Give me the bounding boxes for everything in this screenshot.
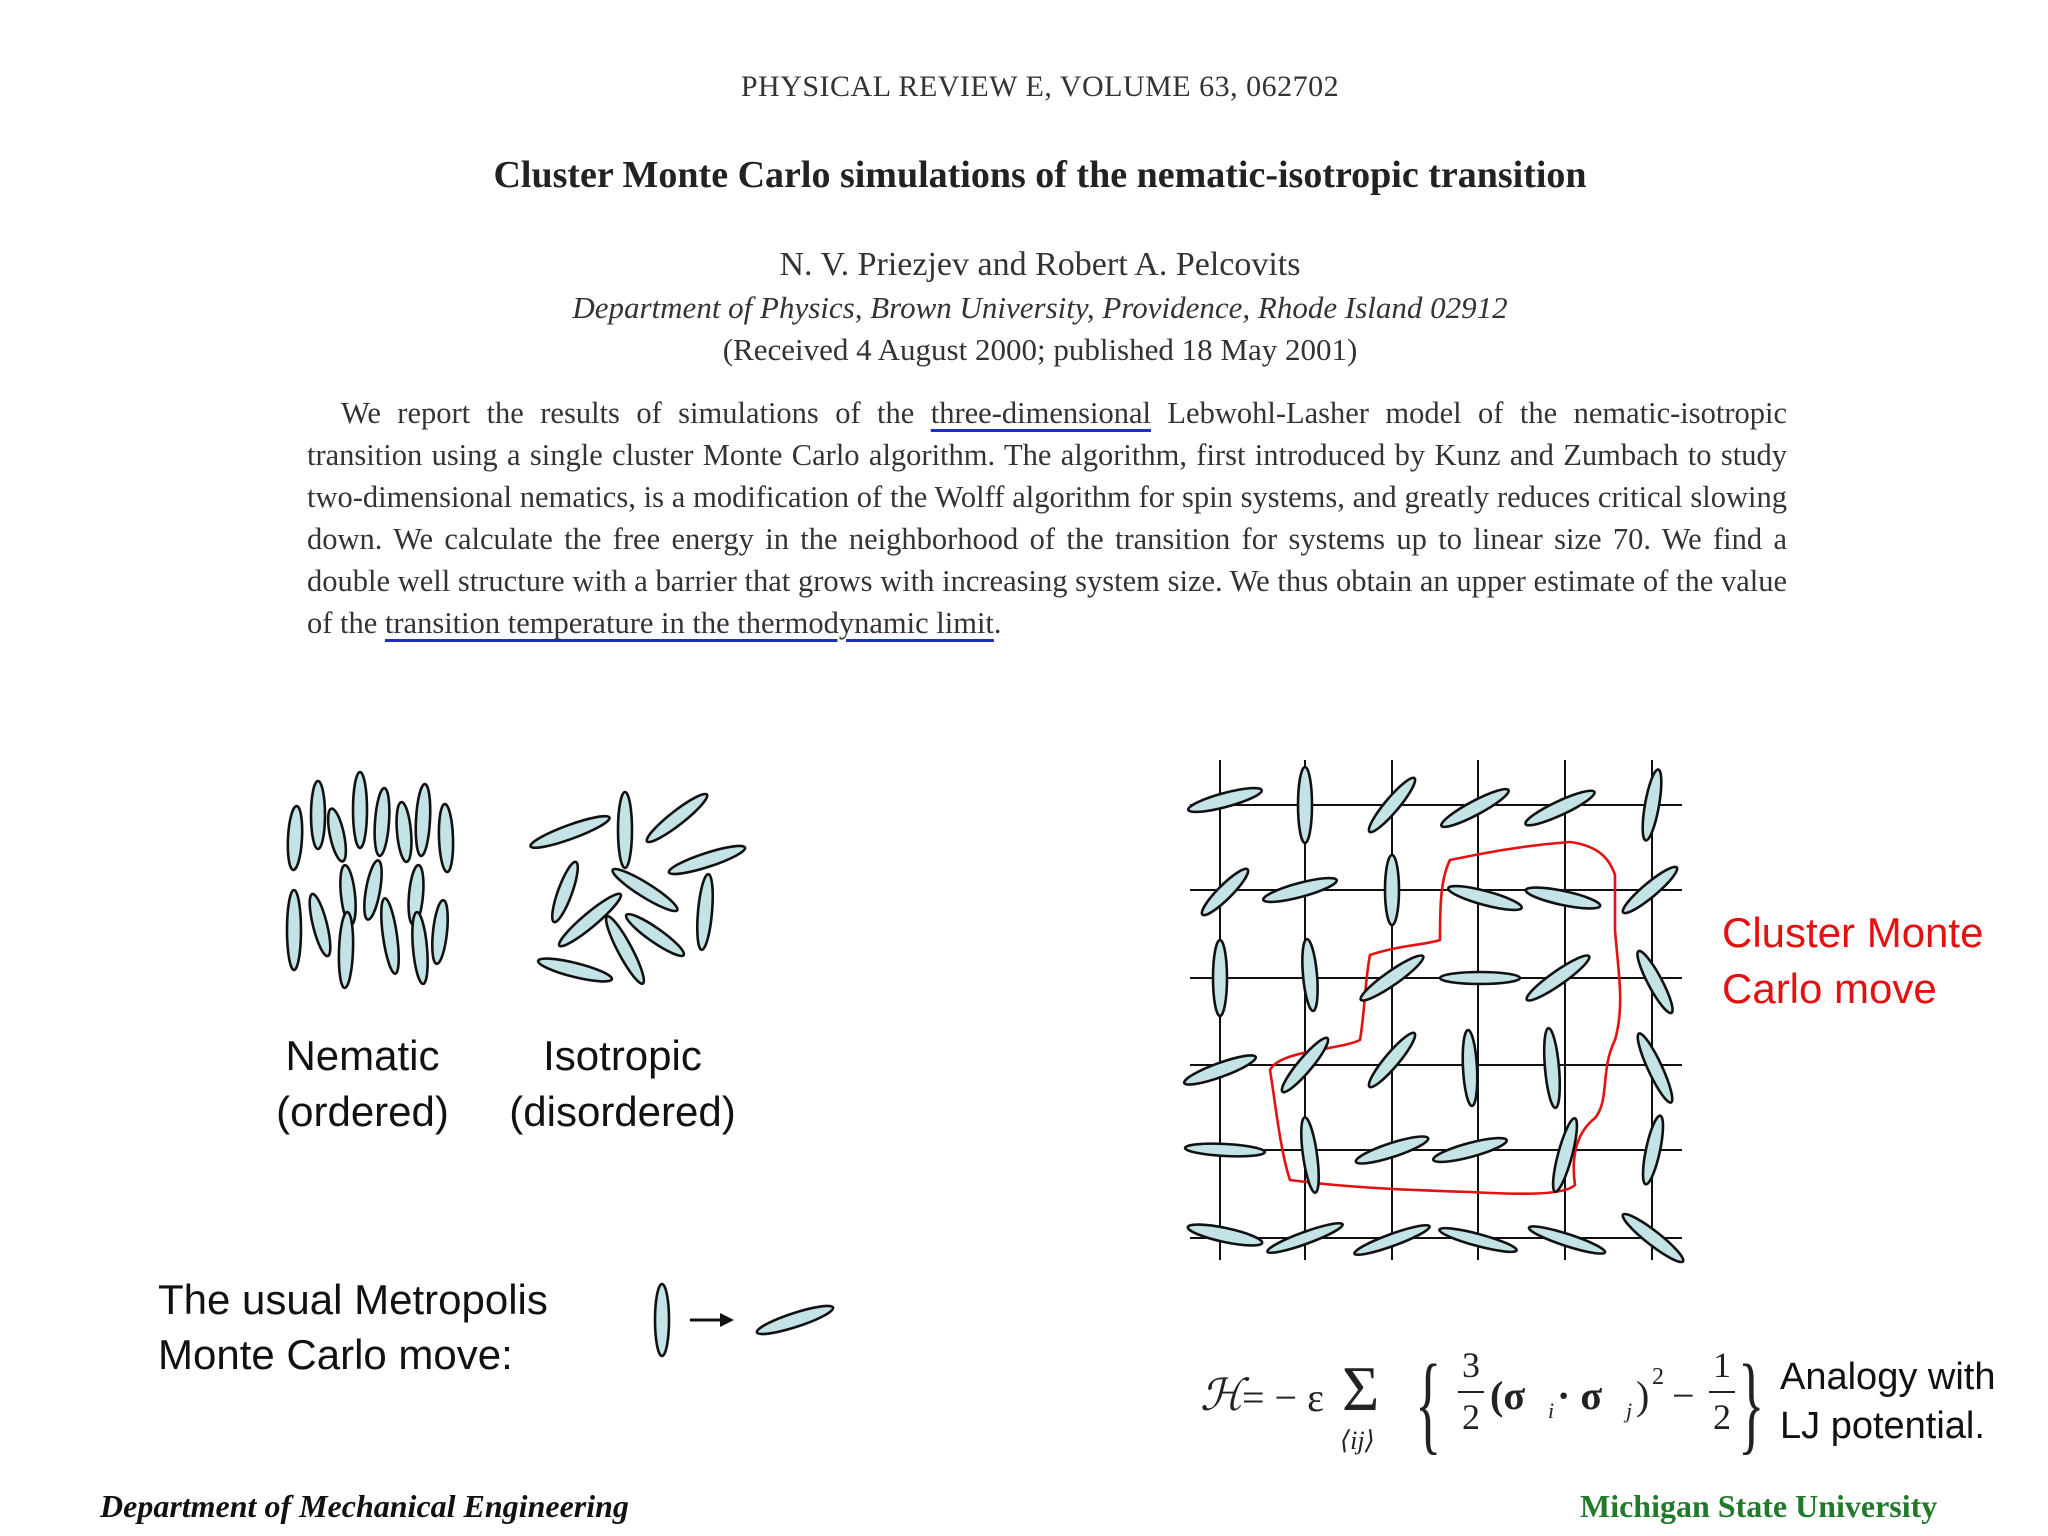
paper-title: Cluster Monte Carlo simulations of the nematic-isotropic transition xyxy=(493,154,1587,196)
formula-frac1-den: 2 xyxy=(1462,1397,1480,1437)
formula-sigma-j: · σ xyxy=(1557,1373,1603,1418)
footer-university: Michigan State University xyxy=(1580,1488,1938,1524)
nematic-ellipses-illustration xyxy=(270,760,480,1000)
formula-right-brace: } xyxy=(1738,1342,1765,1464)
formula-sum-symbol: Σ xyxy=(1342,1353,1380,1424)
nematic-label-sub: (ordered) xyxy=(276,1088,449,1135)
formula-equals-epsilon: = − ε xyxy=(1242,1375,1324,1420)
metropolis-line2: Monte Carlo move: xyxy=(158,1331,513,1378)
paper-abstract xyxy=(307,392,1787,644)
formula-frac1-bar xyxy=(1458,1391,1484,1393)
analogy-label xyxy=(1780,1353,1995,1451)
metropolis-move-illustration xyxy=(640,1280,840,1360)
formula-frac2-bar xyxy=(1709,1391,1735,1393)
cluster-move-line2: Carlo move xyxy=(1722,965,1937,1012)
journal-citation: PHYSICAL REVIEW E, VOLUME 63, 062702 xyxy=(740,70,1340,103)
abstract-text-start: We report the results of simulations of the xyxy=(341,396,931,430)
nematic-label xyxy=(255,1028,470,1140)
paper-authors: N. V. Priezjev and Robert A. Pelcovits xyxy=(779,246,1301,283)
lattice-grid xyxy=(1190,760,1682,1260)
formula-minus: − xyxy=(1672,1373,1695,1418)
cluster-lattice-illustration xyxy=(1170,750,1700,1290)
isotropic-label xyxy=(490,1028,755,1140)
formula-frac2-num: 1 xyxy=(1713,1345,1731,1385)
isotropic-ellipses-illustration xyxy=(525,780,755,1000)
isotropic-label-sub: (disordered) xyxy=(509,1088,736,1135)
nematic-label-name: Nematic xyxy=(285,1032,440,1079)
metropolis-ellipse-before xyxy=(655,1284,669,1356)
isotropic-label-name: Isotropic xyxy=(543,1032,702,1079)
formula-exponent: 2 xyxy=(1652,1364,1664,1390)
abstract-link-three-dimensional[interactable]: three-dimensional xyxy=(930,396,1151,430)
metropolis-move-label xyxy=(158,1272,548,1382)
formula-h-symbol: ℋ xyxy=(1200,1371,1244,1420)
formula-left-brace: { xyxy=(1415,1342,1442,1464)
abstract-link-transition-temperature[interactable]: transition temperature in the thermodynamic limit xyxy=(384,606,994,640)
abstract-text-middle: Lebwohl-Lasher model of the nematic-isotropic transition using a single cluster Monte Carlo algorithm. The algorithm, first introduced by Kunz and Zumbach to study two-dimensional nematics, is a modification of the Wolff algorithm for spin systems, and greatly reduces critical slowing down. We calculate the free energy in the neighborhood of the transition for systems up to linear size 70. We find a double well structure with a barrier that grows with increasing system size. We thus obtain an upper estimate of the value of the xyxy=(307,396,1787,640)
formula-close-paren: ) xyxy=(1636,1373,1650,1418)
paper-affiliation: Department of Physics, Brown University, Providence, Rhode Island 02912 xyxy=(572,290,1508,325)
footer-department: Department of Mechanical Engineering xyxy=(100,1488,629,1524)
cluster-move-label xyxy=(1722,905,1983,1017)
analogy-line2: LJ potential. xyxy=(1780,1405,1985,1447)
formula-index-j: j xyxy=(1626,1398,1633,1423)
cluster-move-line1: Cluster Monte xyxy=(1722,909,1984,956)
formula-frac2-den: 2 xyxy=(1713,1397,1731,1437)
formula-sum-index: ⟨ij⟩ xyxy=(1340,1426,1375,1455)
hamiltonian-formula xyxy=(1200,1338,1765,1464)
formula-sigma-i: (σ xyxy=(1490,1373,1526,1418)
formula-frac1-num: 3 xyxy=(1462,1345,1480,1385)
metropolis-line1: The usual Metropolis xyxy=(158,1276,548,1323)
formula-index-i: i xyxy=(1548,1398,1555,1423)
analogy-line1: Analogy with xyxy=(1780,1356,1996,1398)
abstract-text-end: . xyxy=(993,606,1002,640)
paper-received-date: (Received 4 August 2000; published 18 May 2001) xyxy=(722,332,1358,367)
metropolis-ellipse-after xyxy=(755,1301,835,1339)
